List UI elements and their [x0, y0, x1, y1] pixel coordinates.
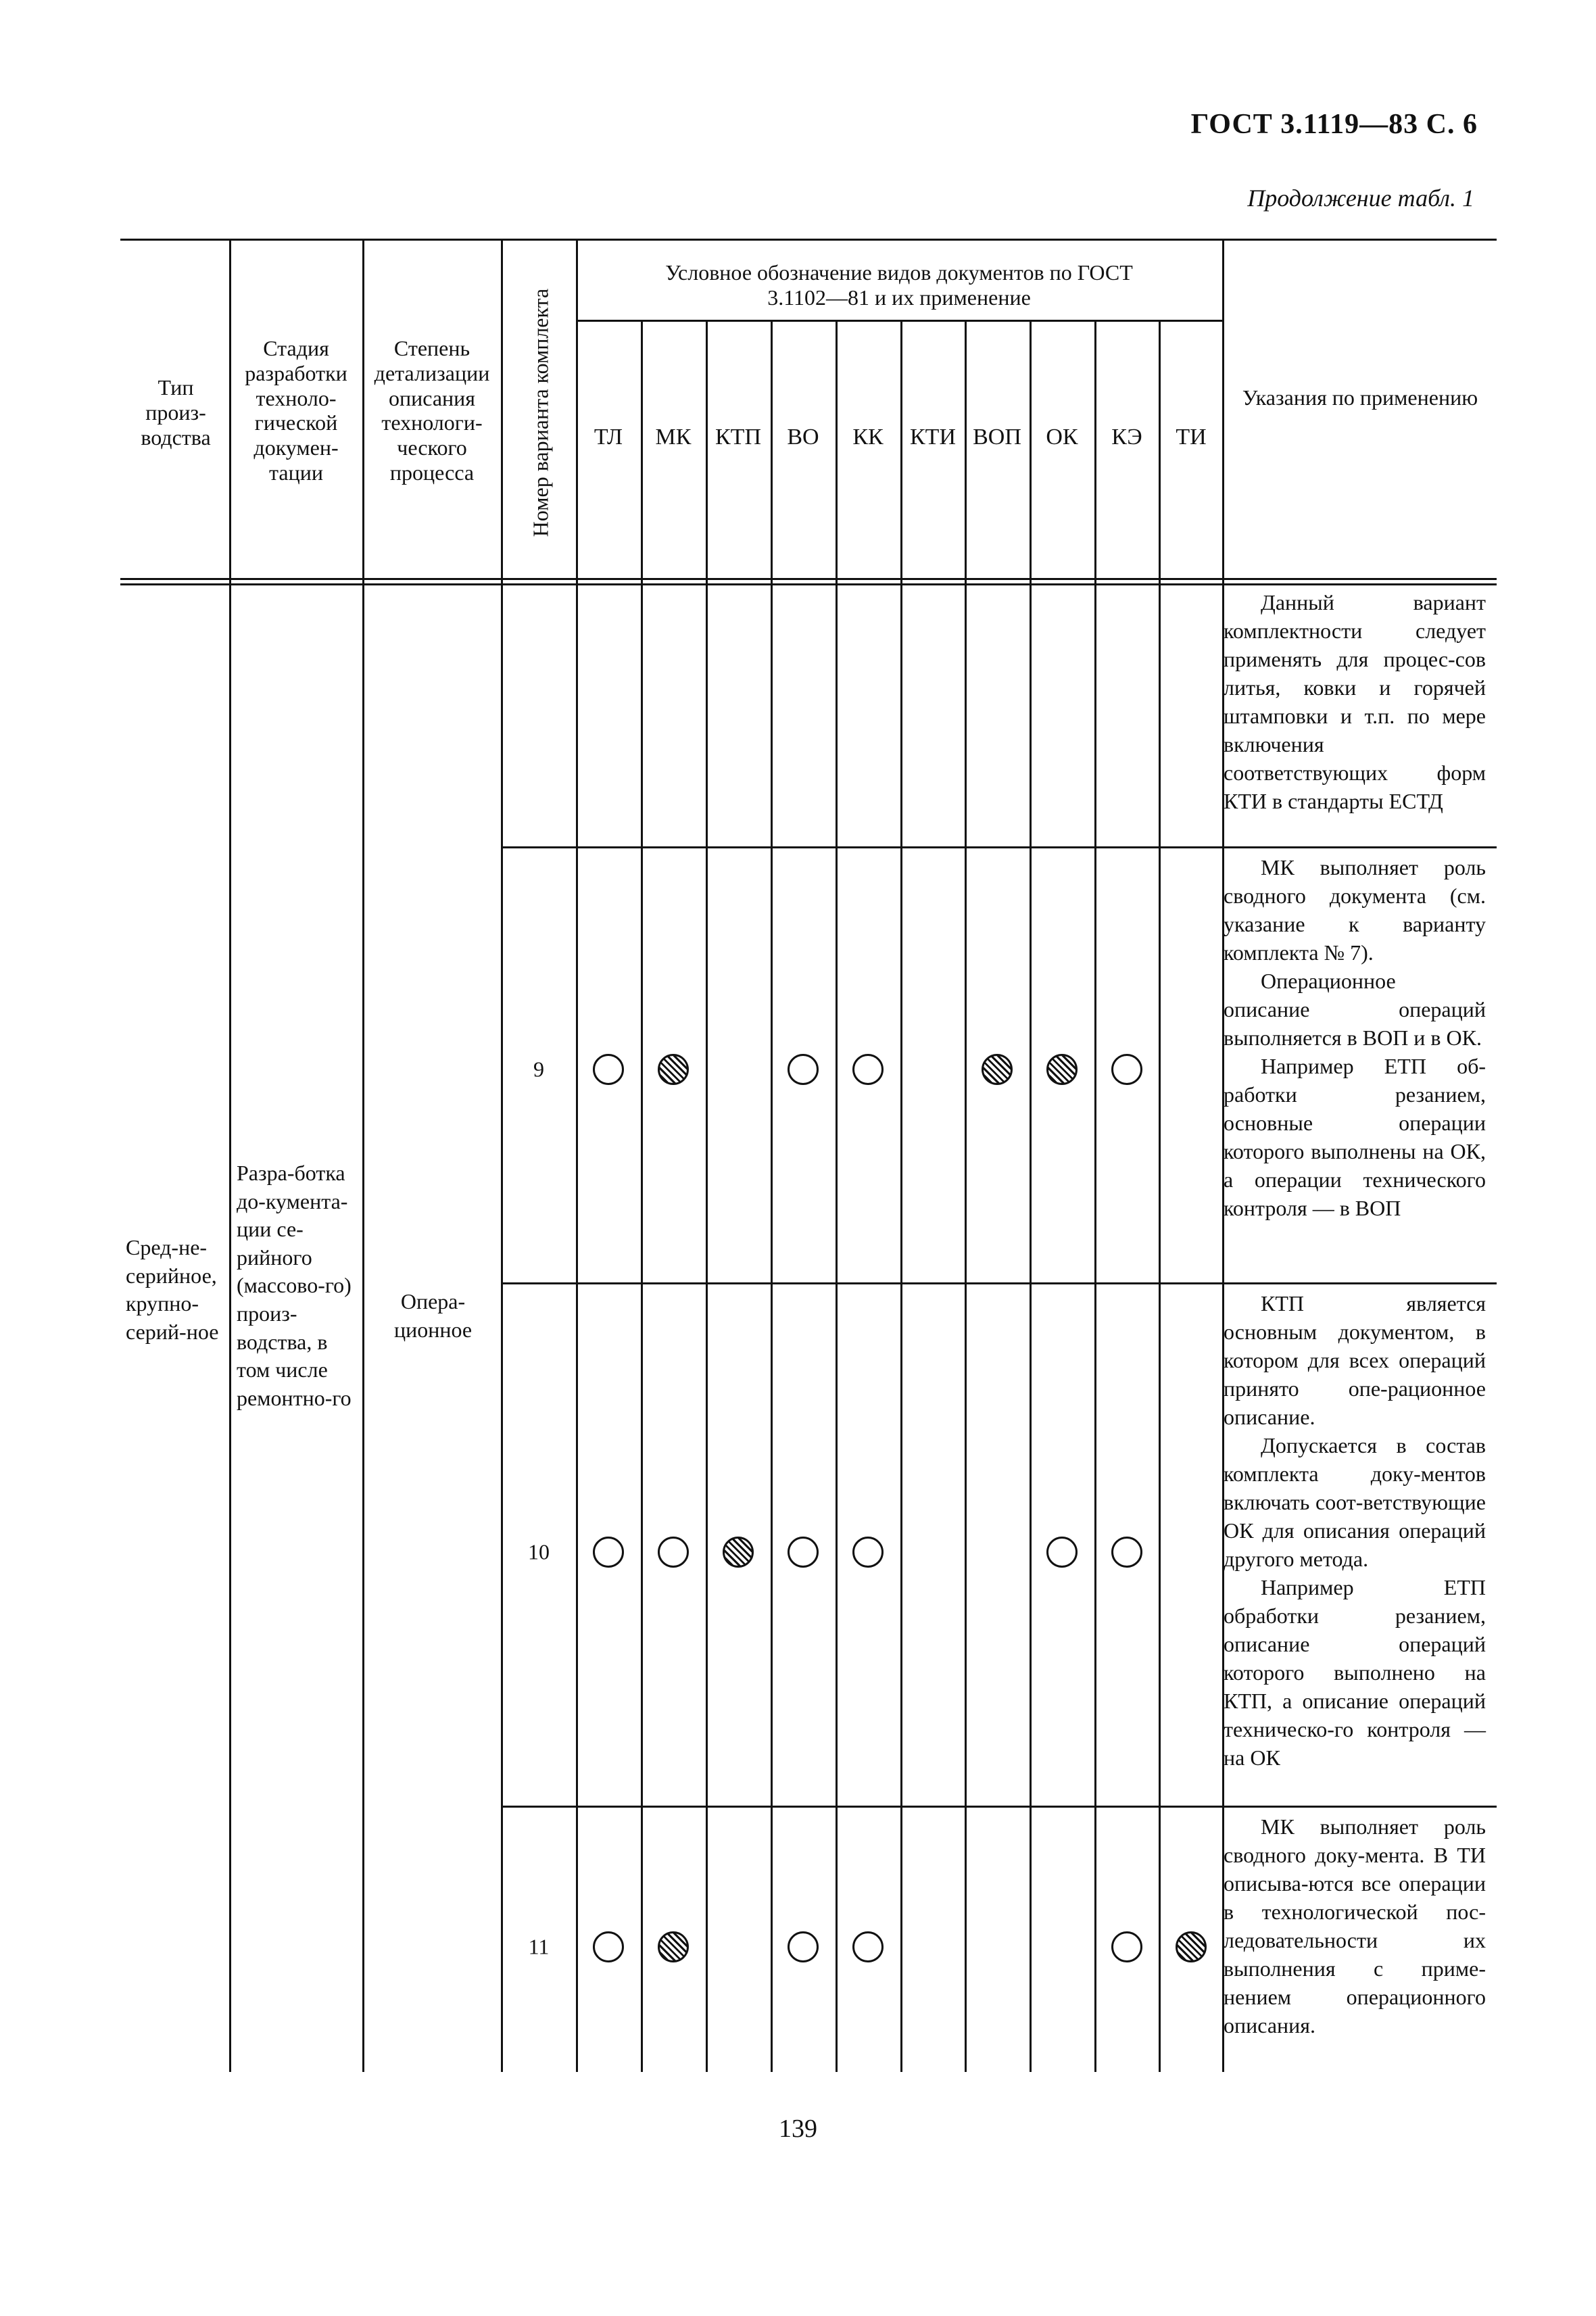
doc-col-kti: КТИ — [910, 425, 956, 450]
doc-col-border — [965, 320, 967, 2072]
doc-col-border — [706, 320, 708, 2072]
doc-col-vop: ВОП — [973, 425, 1021, 450]
row-divider-2 — [501, 1282, 1497, 1284]
doc-col-border — [641, 320, 643, 2072]
open-circle-mark — [1046, 1537, 1078, 1568]
open-circle-mark — [788, 1054, 819, 1085]
col-border-2 — [362, 239, 364, 2072]
doc-col-border — [1030, 320, 1032, 2072]
doc-col-ok: ОК — [1046, 425, 1078, 450]
variant-number: 9 — [533, 1057, 544, 1082]
note-paragraph: Данный вариант комплектности следует применять для процес-сов литья, ковки и горячей штамповки и т.п. по мере включения соответствующих форм КТИ в стандарты ЕСТД — [1224, 590, 1486, 813]
hatched-circle-mark — [1046, 1054, 1078, 1085]
detail-level-cell: Опера-ционное — [393, 1289, 473, 1342]
doc-col-border — [836, 320, 838, 2072]
header-double-line-2 — [120, 583, 1497, 585]
hatched-circle-mark — [658, 1931, 689, 1962]
development-stage-cell: Разра-ботка до-кумента-ции се-рийного (массово-го) произ-водства, в том числе ремонтно-го — [237, 1161, 352, 1410]
hatched-circle-mark — [658, 1054, 689, 1085]
open-circle-mark — [593, 1537, 624, 1568]
open-circle-mark — [788, 1537, 819, 1568]
col-border-4 — [576, 239, 578, 2072]
doc-col-ktp: КТП — [715, 425, 761, 450]
notes-cell — [1224, 853, 1486, 1222]
note-paragraph: КТП является основным документом, в котором для всех операций принято опе-рационное описание. — [1224, 1291, 1486, 1429]
open-circle-mark — [1111, 1537, 1142, 1568]
table-top-border — [120, 239, 1497, 241]
variant-number: 11 — [528, 1934, 550, 1959]
doc-col-ti: ТИ — [1176, 425, 1207, 450]
doc-col-mk: МК — [655, 425, 692, 450]
header-notes: Указания по применению — [1242, 385, 1478, 410]
hatched-circle-mark — [1176, 1931, 1207, 1962]
header-detail-level: Степень детализации описания технологи-ческого процесса — [374, 336, 490, 485]
page-number: 139 — [779, 2115, 817, 2143]
table-continuation-label: Продолжение табл. 1 — [1247, 185, 1474, 212]
open-circle-mark — [852, 1931, 884, 1962]
doc-col-tl: ТЛ — [594, 425, 623, 450]
note-paragraph: МК выполняет роль сводного документа (см. указание к варианту комплекта № 7). — [1224, 855, 1486, 965]
open-circle-mark — [788, 1931, 819, 1962]
doc-col-border — [900, 320, 902, 2072]
notes-cell — [1224, 588, 1486, 815]
col-border-1 — [229, 239, 231, 2072]
note-paragraph: МК выполняет роль сводного доку-мента. В ТИ описыва-ются все операции в технологической пос-ледовательности их выполнения с приме-нением операционного описания. — [1224, 1814, 1486, 2037]
docs-group-divider — [576, 320, 1224, 322]
open-circle-mark — [658, 1537, 689, 1568]
hatched-circle-mark — [723, 1537, 754, 1568]
note-paragraph: Допускается в состав комплекта доку-ментов включать соот-ветствующие ОК для описания операций другого метода. — [1224, 1433, 1486, 1571]
open-circle-mark — [593, 1054, 624, 1085]
open-circle-mark — [1111, 1054, 1142, 1085]
doc-col-kk: КК — [852, 425, 884, 450]
document-title: ГОСТ 3.1119—83 С. 6 — [1190, 109, 1478, 140]
header-double-line-1 — [120, 578, 1497, 580]
header-variant-number: Номер варианта комплекта — [528, 288, 553, 537]
note-paragraph: Операционное описание операций выполняется в ВОП и в ОК. — [1224, 969, 1486, 1050]
row-divider-1 — [501, 846, 1497, 848]
doc-col-border — [771, 320, 773, 2072]
header-production-type: Тип произ-водства — [141, 375, 211, 450]
header-development-stage: Стадия разработки техноло-гической докумен-тации — [245, 336, 347, 485]
header-docs-group: Условное обозначение видов документов по ГОСТ 3.1102—81 и их применение — [665, 260, 1133, 310]
note-paragraph: Например ЕТП обработки резанием, описание операций которого выполнено на КТП, а описание операций техническо-го контроля — на ОК — [1224, 1575, 1486, 1770]
doc-col-vo: ВО — [787, 425, 819, 450]
open-circle-mark — [1111, 1931, 1142, 1962]
col-border-3 — [501, 239, 503, 2072]
variant-number: 10 — [528, 1539, 550, 1564]
doc-col-ke: КЭ — [1111, 425, 1142, 450]
notes-cell — [1224, 1289, 1486, 1772]
production-type-cell: Сред-не-серийное, крупно-серий-ное — [126, 1235, 219, 1344]
hatched-circle-mark — [982, 1054, 1013, 1085]
open-circle-mark — [852, 1054, 884, 1085]
open-circle-mark — [852, 1537, 884, 1568]
open-circle-mark — [593, 1931, 624, 1962]
note-paragraph: Например ЕТП об-работки резанием, основные операции которого выполнены на ОК, а операции технического контроля — в ВОП — [1224, 1054, 1486, 1220]
doc-col-border — [1094, 320, 1096, 2072]
doc-col-border — [1159, 320, 1161, 2072]
row-divider-3 — [501, 1806, 1497, 1808]
notes-cell — [1224, 1812, 1486, 2040]
